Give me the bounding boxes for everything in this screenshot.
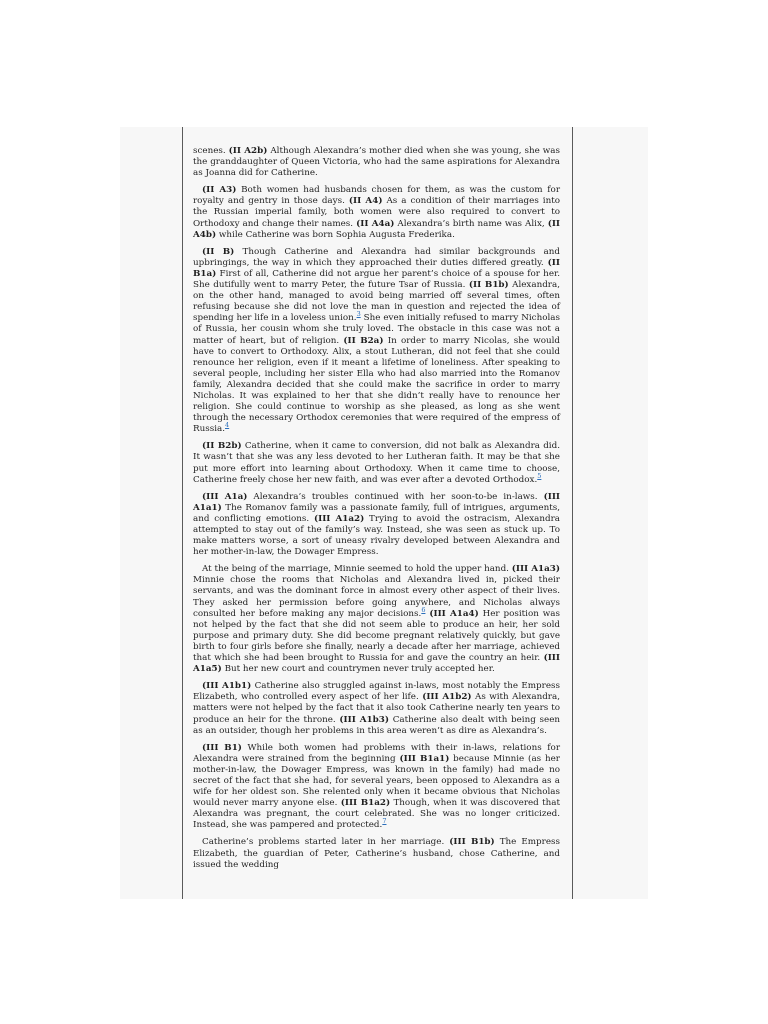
- body-text: First of all, Catherine did not argue her parent’s choice of a spouse for her. She dutifully went to marry Peter, the future Tsar of Russia.: [193, 268, 560, 291]
- section-marker: (II A4): [348, 196, 383, 207]
- paragraph: [193, 564, 560, 675]
- section-marker: (III B1a1): [399, 753, 450, 764]
- body-text: In order to marry Nicolas, she would have to convert to Orthodoxy. Alix, a stout Lutheran, did not feel that she could renounce her religion, even if it meant a lifetime of loneliness. After speaking to several people, including her sister Ella who had also married into the Romanov family, Alexandra decided that she could make the sacrifice in order to marry Nicholas. It was explained to her that she didn’t really have to renounce her religion. She could continue to worship as she pleased, as long as she went through the necessary Orthodox ceremonies that were required of the empress of Russia.: [193, 335, 560, 435]
- paragraph: [193, 185, 560, 240]
- footnote-link[interactable]: 4: [225, 421, 230, 430]
- section-marker: (III A1b2): [422, 692, 472, 703]
- paragraph: [193, 247, 560, 436]
- section-marker: (III B1b): [449, 837, 495, 848]
- paragraph: [193, 492, 560, 559]
- section-marker: (III B1): [202, 742, 242, 753]
- footnote-link[interactable]: 6: [421, 605, 426, 614]
- body-text: Although Alexandra’s mother died when she was young, she was the granddaughter of Queen Victoria, who had the same aspirations for Alexandra as Joanna did for Catherine.: [193, 146, 561, 179]
- body-text: While both women had problems with their in-laws, relations for Alexandra were strained from the beginning: [193, 742, 561, 764]
- body-text: Trying to avoid the ostracism, Alexandra attempted to stay out of the family’s way. Instead, she was seen as stuck up. To make matters worse, a sort of uneasy rivalry developed between Alexandra and her mother-in-law, the Dowager Empress.: [193, 513, 561, 558]
- section-marker: (III A1a5): [193, 653, 560, 675]
- body-text: She even initially refused to marry Nicholas of Russia, her cousin whom she truly loved. The obstacle in this case was not a matter of heart, but of religion.: [193, 313, 560, 346]
- paragraph: [193, 743, 560, 832]
- body-text: Catherine, when it came to conversion, did not balk as Alexandra did. It wasn’t that she was any less devoted to her Lutheran faith. It may be that she put more effort into learning about Orthodoxy. When it came time to choose, Catherine freely chose her new faith, and was ever after a devoted Orthodox.: [193, 441, 560, 485]
- body-text: Catherine also struggled against in-laws, most notably the Empress Elizabeth, who controlled every aspect of her life.: [193, 681, 560, 703]
- body-text: because Minnie (as her mother-in-law, the Dowager Empress, was known in the family) had made no secret of the fact that she had, for several years, been opposed to Alexandra as a wife for her oldest son. She relented only when it became obvious that Nicholas would never marry anyone else.: [193, 753, 560, 809]
- section-marker: (III A1b1): [202, 681, 252, 692]
- right-margin-rule: [572, 127, 573, 899]
- body-text: At the being of the marriage, Minnie seemed to hold the upper hand.: [202, 564, 512, 575]
- section-marker: (II A3): [202, 185, 237, 196]
- paragraph: [193, 146, 560, 179]
- section-marker: (III A1a4): [429, 608, 479, 619]
- body-text: Minnie chose the rooms that Nicholas and Alexandra lived in, picked their servants, and was the dominant force in almost every other aspect of their lives. They asked her permission before going anywhere, and Nicholas always consulted her before making any major decisions.: [193, 575, 560, 619]
- left-margin-rule: [182, 127, 183, 899]
- body-text: scenes.: [193, 146, 229, 156]
- section-marker: (II A2b): [228, 146, 268, 156]
- section-marker: (III A1a2): [313, 513, 365, 524]
- body-text: As with Alexandra, matters were not helped by the fact that it also took Catherine nearly ten years to produce an heir for the throne.: [193, 692, 560, 725]
- section-marker: (II A4a): [356, 218, 395, 229]
- body-text: Though, when it was discovered that Alexandra was pregnant, the court celebrated. She was no longer criticized. Instead, she was pampered and protected.: [193, 798, 560, 831]
- section-marker: (II A4b): [193, 218, 561, 240]
- footnote-link[interactable]: 7: [382, 817, 387, 826]
- body-text: Alexandra’s troubles continued with her soon-to-be in-laws.: [247, 491, 544, 502]
- body-text: while Catherine was born Sophia Augusta Frederika.: [216, 229, 455, 240]
- section-marker: (III A1b3): [339, 714, 389, 725]
- section-marker: (III A1a): [202, 491, 248, 502]
- body-text: But her new court and countrymen never truly accepted her.: [221, 664, 495, 675]
- section-marker: (II B): [202, 246, 235, 257]
- section-marker: (III A1a3): [511, 564, 560, 575]
- body-text: Her position was not helped by the fact that she did not seem able to produce an heir, her sold purpose and primary duty. She did become pregnant relatively quickly, but gave birth to four girls before she finally, nearly a decade after her marriage, achieved that which she had been brought to Russia for and gave the country an heir.: [193, 608, 560, 664]
- footnote-link[interactable]: 3: [356, 310, 361, 319]
- section-marker: (II B1a): [193, 257, 560, 279]
- paragraph: [193, 837, 560, 870]
- section-marker: (II B2b): [202, 441, 242, 452]
- body-text: Both women had husbands chosen for them, as was the custom for royalty and gentry in those days.: [193, 185, 561, 207]
- body-text: The Empress Elizabeth, the guardian of Peter, Catherine’s husband, chose Catherine, and issued the wedding: [193, 837, 560, 870]
- body-text: Alexandra, on the other hand, managed to avoid being married off several times, often refusing because she did not love the man in question and rejected the idea of spending her life in a loveless union.: [193, 280, 560, 324]
- footnote-link[interactable]: 5: [537, 471, 542, 480]
- section-marker: (II B2a): [343, 335, 384, 346]
- body-text: The Romanov family was a passionate family, full of intrigues, arguments, and conflicting emotions.: [193, 502, 560, 524]
- body-text: Catherine’s problems started later in her marriage.: [202, 837, 450, 848]
- body-text: Catherine also dealt with being seen as an outsider, though her problems in this area weren’t as dire as Alexandra’s.: [193, 714, 561, 736]
- paragraph: [193, 681, 560, 736]
- body-text: Alexandra’s birth name was Alix,: [394, 218, 548, 229]
- section-marker: (III A1a1): [193, 491, 561, 513]
- document-body-text: [193, 146, 560, 877]
- paragraph: [193, 441, 560, 485]
- body-text: Though Catherine and Alexandra had similar backgrounds and upbringings, the way in which they approached their duties differed greatly.: [193, 246, 560, 268]
- section-marker: (II B1b): [468, 280, 509, 291]
- section-marker: (III B1a2): [340, 798, 391, 809]
- body-text: As a condition of their marriages into the Russian imperial family, both women were also required to convert to Orthodoxy and change their names.: [193, 196, 561, 229]
